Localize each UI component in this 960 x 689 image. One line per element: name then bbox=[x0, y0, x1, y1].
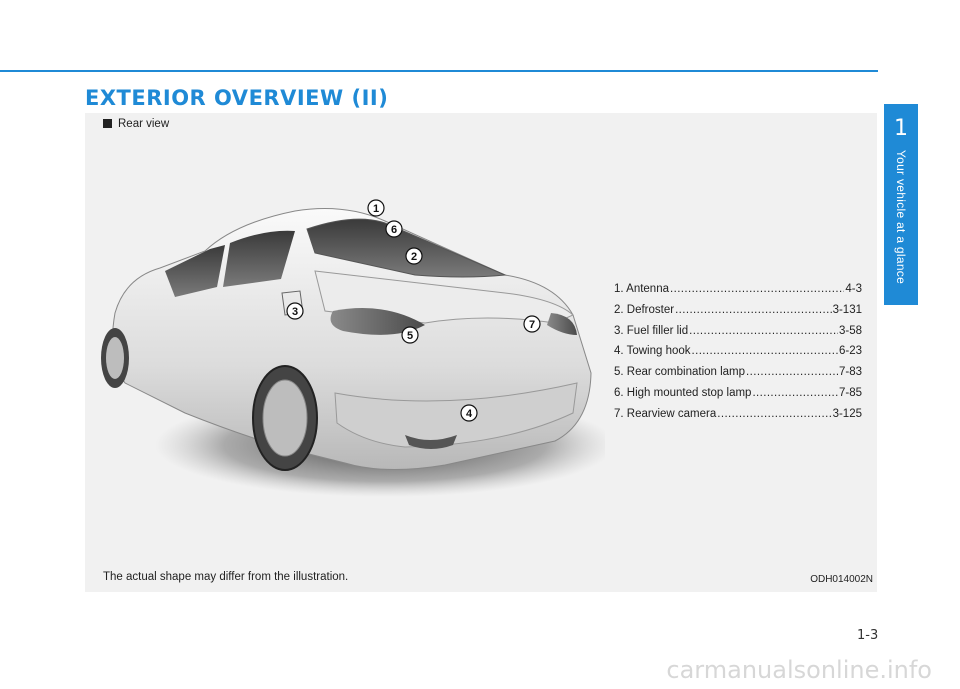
list-item: 3. Fuel filler lid ..... 3-58 bbox=[614, 321, 862, 342]
list-item: 6. High mounted stop lamp ..... 7-85 bbox=[614, 383, 862, 404]
page-reference[interactable]: 6-23 bbox=[838, 345, 862, 358]
chapter-number: 1 bbox=[894, 116, 908, 141]
callout-4: 4 bbox=[465, 408, 473, 420]
rear-wheel-rim bbox=[263, 380, 307, 456]
figure-panel bbox=[85, 113, 877, 592]
page-title: EXTERIOR OVERVIEW (II) bbox=[85, 86, 389, 110]
list-item: 4. Towing hook ..... 6-23 bbox=[614, 341, 862, 362]
page-reference[interactable]: 7-83 bbox=[838, 366, 862, 379]
figure-disclaimer: The actual shape may differ from the illustration. bbox=[103, 571, 349, 583]
car-rear-illustration bbox=[85, 183, 605, 513]
footer-watermark[interactable]: carmanualsonline.info bbox=[666, 656, 932, 684]
page-reference[interactable]: 3-58 bbox=[838, 324, 862, 337]
list-item: 2. Defroster ..... 3-131 bbox=[614, 300, 862, 321]
callout-3: 3 bbox=[291, 306, 299, 318]
figure-caption bbox=[103, 118, 169, 130]
front-wheel-rim bbox=[106, 337, 124, 379]
page-reference[interactable]: 3-125 bbox=[832, 407, 862, 420]
figure-code: ODH014002N bbox=[810, 574, 873, 585]
page-reference[interactable]: 7-85 bbox=[838, 386, 862, 399]
chapter-label: Your vehicle at a glance bbox=[894, 149, 908, 285]
list-item: 5. Rear combination lamp ..... 7-83 bbox=[614, 362, 862, 383]
list-item: 7. Rearview camera ..... 3-125 bbox=[614, 404, 862, 425]
page-number: 1-3 bbox=[857, 628, 879, 643]
callout-2: 2 bbox=[410, 251, 418, 263]
bullet-square-icon bbox=[103, 119, 112, 128]
list-item: 1. Antenna ..... 4-3 bbox=[614, 279, 862, 300]
figure-caption-text: Rear view bbox=[118, 118, 170, 130]
header-rule bbox=[0, 70, 878, 72]
chapter-tab[interactable] bbox=[884, 104, 918, 305]
callout-5: 5 bbox=[406, 330, 414, 342]
callout-1: 1 bbox=[372, 203, 380, 215]
callout-6: 6 bbox=[390, 224, 398, 236]
parts-list bbox=[614, 279, 862, 425]
page-reference[interactable]: 4-3 bbox=[845, 283, 862, 295]
page-reference[interactable]: 3-131 bbox=[832, 303, 862, 316]
callout-7: 7 bbox=[528, 319, 536, 331]
